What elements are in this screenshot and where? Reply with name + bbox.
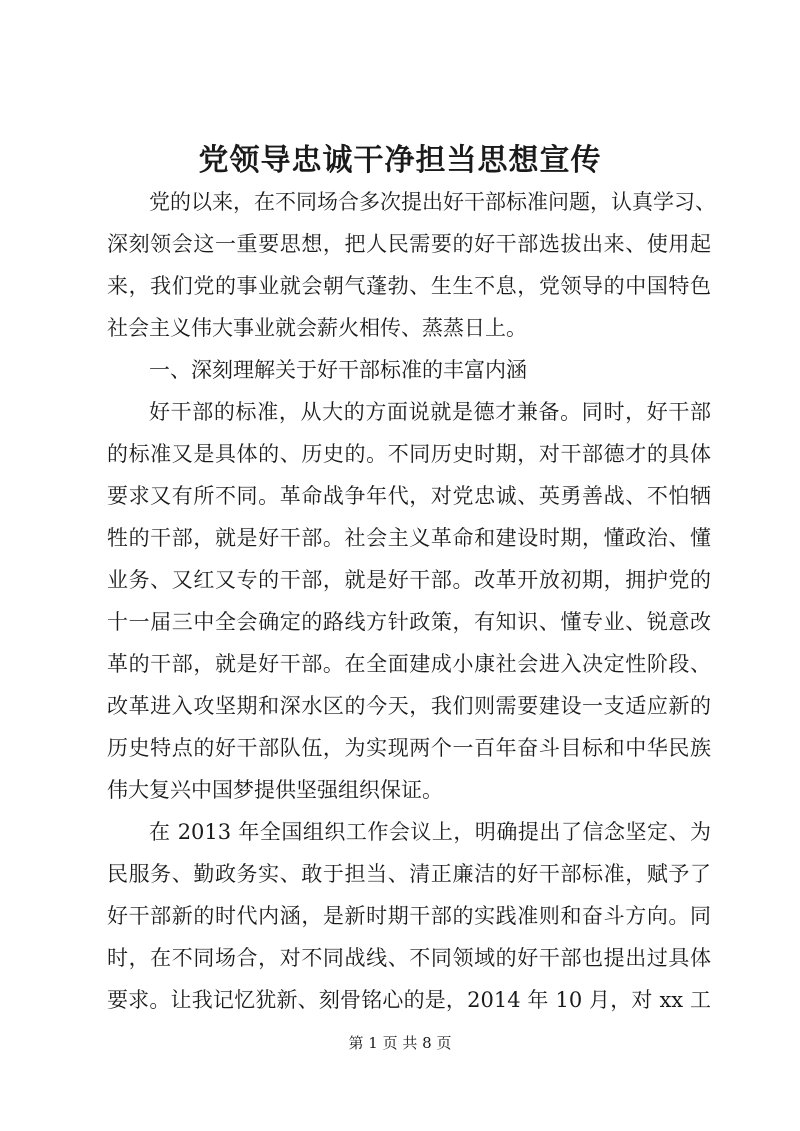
body-line: 来，我们党的事业就会朝气蓬勃、生生不息，党领导的中国特色 bbox=[107, 274, 711, 298]
body-line: 十一届三中全会确定的路线方针政策，有知识、懂专业、锐意改 bbox=[107, 610, 711, 634]
body-line: 历史特点的好干部队伍，为实现两个一百年奋斗目标和中华民族 bbox=[107, 736, 711, 760]
body-line: 深刻领会这一重要思想，把人民需要的好干部选拔出来、使用起 bbox=[107, 232, 711, 256]
section-heading: 一、深刻理解关于好干部标准的丰富内涵 bbox=[149, 358, 527, 382]
body-line: 在 2013 年全国组织工作会议上，明确提出了信念坚定、为 bbox=[149, 820, 711, 844]
body-line: 要求又有所不同。革命战争年代，对党忠诚、英勇善战、不怕牺 bbox=[107, 484, 711, 508]
body-line: 要求。让我记忆犹新、刻骨铭心的是，2014 年 10 月，对 xx 工 bbox=[107, 988, 711, 1012]
body-line: 革的干部，就是好干部。在全面建成小康社会进入决定性阶段、 bbox=[107, 652, 711, 676]
body-line: 好干部新的时代内涵，是新时期干部的实践准则和奋斗方向。同 bbox=[107, 904, 711, 928]
body-line: 时，在不同场合，对不同战线、不同领域的好干部也提出过具体 bbox=[107, 946, 711, 970]
body-line: 民服务、勤政务实、敢于担当、清正廉洁的好干部标准，赋予了 bbox=[107, 862, 711, 886]
body-line: 伟大复兴中国梦提供坚强组织保证。 bbox=[107, 778, 443, 802]
document-title: 党领导忠诚干净担当思想宣传 bbox=[198, 143, 602, 178]
body-line: 社会主义伟大事业就会薪火相传、蒸蒸日上。 bbox=[107, 316, 527, 340]
body-line: 党的以来，在不同场合多次提出好干部标准问题，认真学习、 bbox=[149, 190, 716, 214]
body-line: 好干部的标准，从大的方面说就是德才兼备。同时，好干部 bbox=[149, 400, 711, 424]
body-line: 牲的干部，就是好干部。社会主义革命和建设时期，懂政治、懂 bbox=[107, 526, 711, 550]
body-line: 的标准又是具体的、历史的。不同历史时期，对干部德才的具体 bbox=[107, 442, 711, 466]
body-line: 改革进入攻坚期和深水区的今天，我们则需要建设一支适应新的 bbox=[107, 694, 711, 718]
page-footer: 第 1 页 共 8 页 bbox=[348, 1034, 452, 1052]
body-line: 业务、又红又专的干部，就是好干部。改革开放初期，拥护党的 bbox=[107, 568, 711, 592]
